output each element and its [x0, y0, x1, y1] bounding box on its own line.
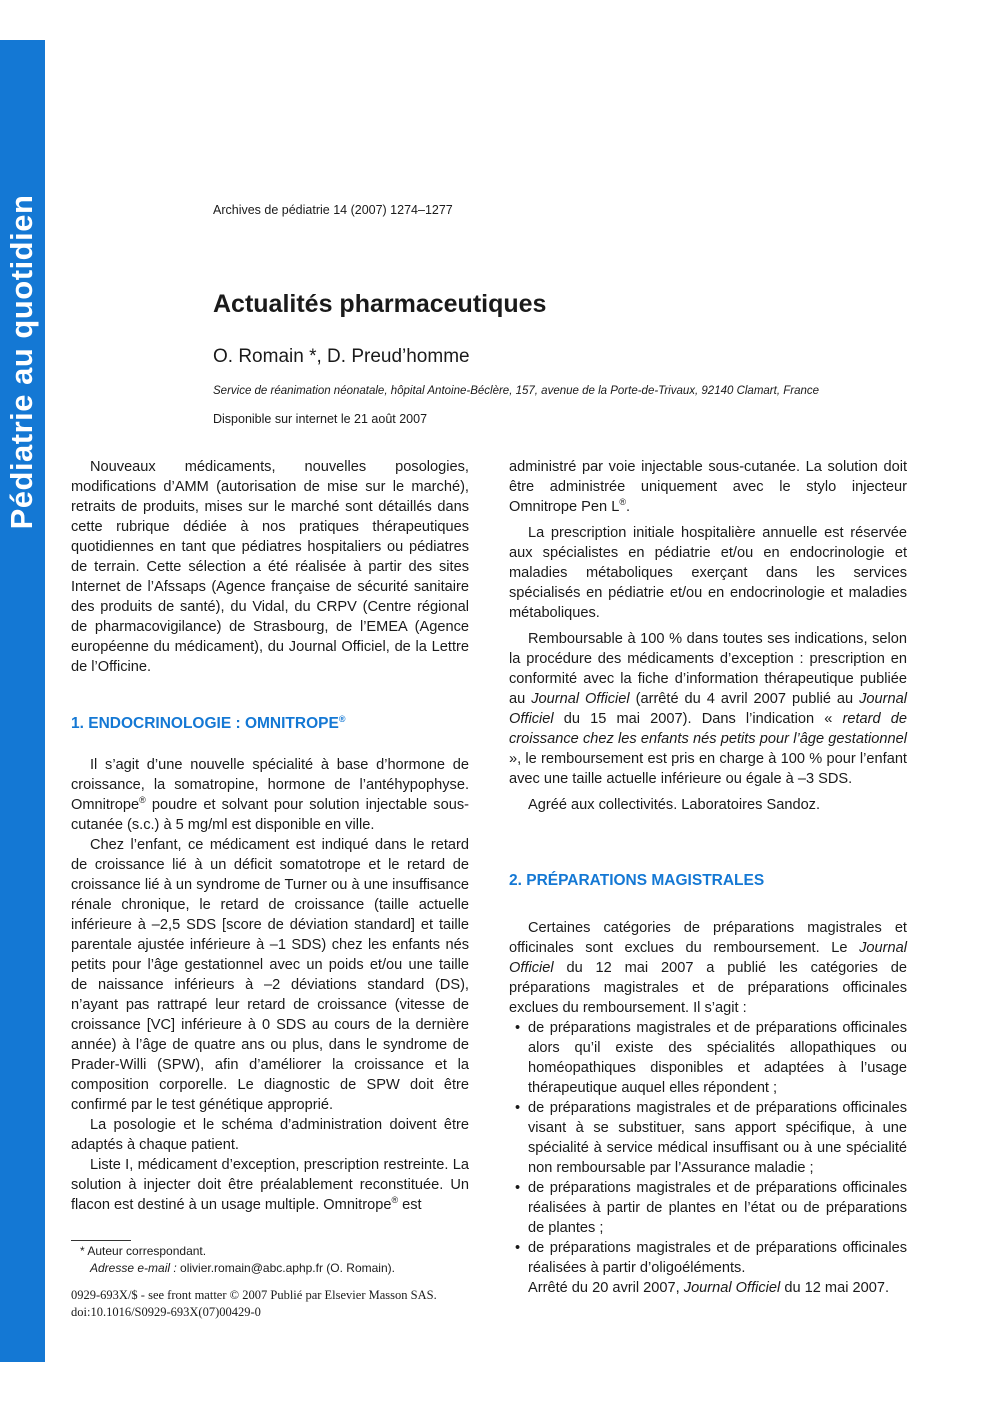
- paragraph: La prescription initiale hospitalière annuelle est réservée aux spécialistes en pédiatrie et/ou en endocrinologie et maladies métaboliques exerçant dans les services spécialisés en pédiatrie et/ou en endocrinologie et maladies métaboliques.: [509, 525, 907, 621]
- authors: O. Romain *, D. Preud’homme: [213, 346, 470, 367]
- paragraph: Arrêté du 20 avril 2007, Journal Officiel du 12 mai 2007.: [528, 1280, 890, 1296]
- paragraph: Il s’agit d’une nouvelle spécialité à base d’hormone de croissance, la somatropine, hormone de l’antéhypophyse. Omnitrope® poudre et solvant pour solution injectable sous-cutanée (s.c.) à 5 mg/ml est disponible en ville.: [71, 757, 469, 833]
- paragraph: Chez l’enfant, ce médicament est indiqué dans le retard de croissance lié à un déficit somatotrope et le retard de croissance lié à un syndrome de Turner ou à une insuffisance rénale chronique, le retard de croissance (taille actuelle inférieure à –2,5 SDS [score de déviation standard] et taille parentale ajustée inférieure à –1 SDS) chez les enfants nés petits pour l’âge gestationnel avec un poids et/ou une taille de naissance inférieurs à –2 déviations standard (DS), n’ayant pas rattrapé leur retard de croissance (vitesse de croissance [VC] inférieure à 0 SDS au cours de la dernière année) à l’âge de quatre ans ou plus, dans le syndrome de Prader-Willi (SPW), afin d’améliorer la croissance et la composition corporelle. Le diagnostic de SPW doit être confirmé par le test génétique approprié.: [71, 837, 469, 1113]
- footnote-corresponding: * Auteur correspondant.: [80, 1244, 207, 1258]
- copyright-line: 0929-693X/$ - see front matter © 2007 Publié par Elsevier Masson SAS.: [71, 1288, 437, 1302]
- list-item: • de préparations magistrales et de préparations officinales visant à se substituer, sans apport spécifique, à une spécialité à service médical insuffisant ou à une spécialité non remboursable par l’Assurance maladie ;: [509, 1098, 907, 1178]
- journal-reference: Archives de pédiatrie 14 (2007) 1274–1277: [213, 203, 453, 217]
- paragraph: administré par voie injectable sous-cutanée. La solution doit être administrée uniquement avec le stylo injecteur Omnitrope Pen L®.: [509, 459, 907, 515]
- paragraph: Agréé aux collectivités. Laboratoires Sandoz.: [528, 797, 821, 813]
- sidebar-label: Pédiatrie au quotidien: [4, 194, 39, 530]
- left-column: [71, 457, 469, 1215]
- article-title: Actualités pharmaceutiques: [213, 290, 547, 318]
- section-2-title: 2. PRÉPARATIONS MAGISTRALES: [509, 872, 765, 889]
- paragraph: La posologie et le schéma d’administration doivent être adaptés à chaque patient.: [71, 1117, 469, 1153]
- footnote-email: Adresse e-mail : olivier.romain@abc.aphp.fr (O. Romain).: [90, 1261, 395, 1275]
- section-sidebar: [0, 40, 45, 1362]
- list-item: • de préparations magistrales et de préparations officinales réalisées à partir de plantes en l’état ou de préparations de plantes ;: [509, 1178, 907, 1238]
- intro-paragraph: Nouveaux médicaments, nouvelles posologies, modifications d’AMM (autorisation de mise sur le marché), retraits de produits, mises sur le marché sont détaillés dans cette rubrique dédiée à nos pratiques thérapeutiques quotidiennes en tant que pédiatres hospitaliers ou pédiatres de terrain. Cette sélection a été réalisée à partir des sites Internet de l’Afssaps (Agence française de sécurité sanitaire des produits de santé), du Vidal, du CRPV (Centre régional de pharmacovigilance) de Strasbourg, de l’EMEA (Agence européenne du médicament), du Journal Officiel, de la Lettre de l’Officine.: [71, 459, 469, 675]
- list-item: • de préparations magistrales et de préparations officinales réalisées à partir d’oligoéléments.: [509, 1238, 907, 1278]
- paragraph: Remboursable à 100 % dans toutes ses indications, selon la procédure des médicaments d’exception : prescription en conformité avec la fiche d’information thérapeutique publiée au Journal Officiel (arrêté du 4 avril 2007 publié au Journal Officiel du 15 mai 2007). Dans l’indication « retard de croissance chez les enfants nés petits pour l’âge gestationnel », le remboursement est pris en charge à 100 % pour l’enfant avec une taille actuelle inférieure ou égale à –3 SDS.: [509, 631, 907, 787]
- section-1-title: 1. ENDOCRINOLOGIE : OMNITROPE®: [71, 713, 346, 732]
- affiliation: Service de réanimation néonatale, hôpital Antoine-Béclère, 157, avenue de la Porte-de-Trivaux, 92140 Clamart, France: [213, 385, 820, 397]
- right-column: [509, 457, 907, 1298]
- footnote-rule: [71, 1240, 131, 1241]
- paragraph: Liste I, médicament d’exception, prescription restreinte. La solution à injecter doit être préalablement reconstituée. Un flacon est destiné à un usage multiple. Omnitrope® est: [71, 1157, 469, 1213]
- list-item: • de préparations magistrales et de préparations officinales alors qu’il existe des spécialités allopathiques ou homéopathiques disponibles et adaptées à l’usage thérapeutique auquel elles répondent ;: [509, 1018, 907, 1098]
- doi-line: doi:10.1016/S0929-693X(07)00429-0: [71, 1305, 261, 1319]
- exclusion-list: [509, 1018, 907, 1278]
- paragraph: Certaines catégories de préparations magistrales et officinales sont exclues du remboursement. Le Journal Officiel du 12 mai 2007 a publié les catégories de préparations magistrales et de préparations officinales exclues du remboursement. Il s’agit :: [509, 920, 907, 1016]
- availability-date: Disponible sur internet le 21 août 2007: [213, 412, 428, 426]
